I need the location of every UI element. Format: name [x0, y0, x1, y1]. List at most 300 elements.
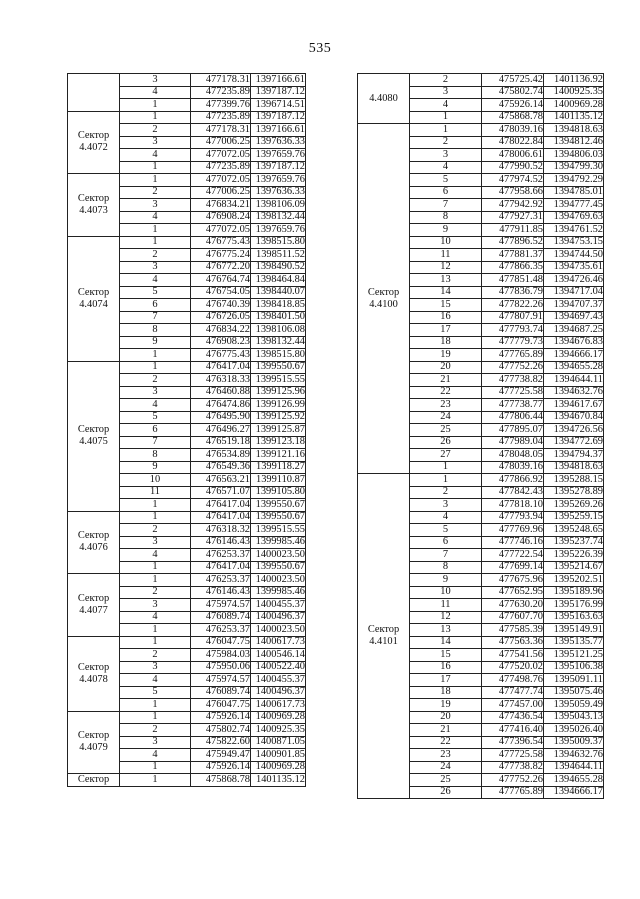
y-coordinate: 1398106.08: [251, 324, 306, 337]
point-number: 5: [120, 686, 191, 699]
y-coordinate: 1394644.11: [544, 374, 604, 387]
x-coordinate: 477974.52: [482, 174, 544, 187]
x-coordinate: 478039.16: [482, 461, 544, 474]
x-coordinate: 476318.32: [191, 524, 251, 537]
sector-label: 4.4076: [79, 542, 108, 554]
point-number: 1: [120, 111, 191, 124]
point-number: 20: [410, 361, 482, 374]
y-coordinate: 1394697.43: [544, 311, 604, 324]
x-coordinate: 477399.76: [191, 99, 251, 112]
point-number: 1: [120, 574, 191, 587]
x-coordinate: 476563.21: [191, 474, 251, 487]
coordinate-row: [68, 111, 306, 124]
y-coordinate: 1395091.11: [544, 674, 604, 687]
point-number: 26: [410, 786, 482, 799]
coordinate-row: [68, 774, 306, 787]
sector-label: Сектор: [77, 286, 110, 298]
x-coordinate: 477765.89: [482, 786, 544, 799]
x-coordinate: 477738.82: [482, 374, 544, 387]
sector-label: 4.4078: [79, 673, 108, 685]
x-coordinate: 477699.14: [482, 561, 544, 574]
y-coordinate: 1397659.76: [251, 224, 306, 237]
y-coordinate: 1400925.35: [544, 86, 604, 99]
point-number: 4: [410, 511, 482, 524]
point-number: 9: [120, 336, 191, 349]
x-coordinate: 476764.74: [191, 274, 251, 287]
y-coordinate: 1400617.73: [251, 636, 306, 649]
point-number: 1: [120, 499, 191, 512]
x-coordinate: 476417.04: [191, 511, 251, 524]
point-number: 1: [120, 699, 191, 712]
y-coordinate: 1395121.25: [544, 649, 604, 662]
point-number: 4: [120, 149, 191, 162]
x-coordinate: 476908.24: [191, 211, 251, 224]
y-coordinate: 1394785.01: [544, 186, 604, 199]
point-number: 2: [120, 374, 191, 387]
x-coordinate: 475974.57: [191, 674, 251, 687]
point-number: 19: [410, 699, 482, 712]
y-coordinate: 1394676.83: [544, 336, 604, 349]
y-coordinate: 1394717.04: [544, 286, 604, 299]
point-number: 4: [410, 99, 482, 112]
left-table-body: [68, 74, 306, 787]
y-coordinate: 1394666.17: [544, 786, 604, 799]
point-number: 11: [410, 249, 482, 262]
x-coordinate: 476417.04: [191, 499, 251, 512]
point-number: 3: [120, 536, 191, 549]
y-coordinate: 1394726.46: [544, 274, 604, 287]
x-coordinate: 477842.43: [482, 486, 544, 499]
y-coordinate: 1400871.05: [251, 736, 306, 749]
y-coordinate: 1396714.51: [251, 99, 306, 112]
x-coordinate: 477806.44: [482, 411, 544, 424]
point-number: 25: [410, 424, 482, 437]
x-coordinate: 476047.75: [191, 636, 251, 649]
point-number: 1: [120, 761, 191, 774]
x-coordinate: 477178.31: [191, 124, 251, 137]
point-number: 25: [410, 774, 482, 787]
y-coordinate: 1399550.67: [251, 561, 306, 574]
y-coordinate: 1398106.09: [251, 199, 306, 212]
point-number: 3: [410, 149, 482, 162]
coordinate-row: [68, 711, 306, 724]
x-coordinate: 477235.89: [191, 161, 251, 174]
x-coordinate: 476740.39: [191, 299, 251, 312]
x-coordinate: 476253.37: [191, 624, 251, 637]
x-coordinate: 477866.35: [482, 261, 544, 274]
point-number: 13: [410, 274, 482, 287]
y-coordinate: 1397187.12: [251, 161, 306, 174]
y-coordinate: 1397659.76: [251, 174, 306, 187]
x-coordinate: 477958.66: [482, 186, 544, 199]
point-number: 1: [120, 236, 191, 249]
sector-label: Сектор: [77, 730, 110, 742]
sector-label: 4.4075: [79, 436, 108, 447]
point-number: 14: [410, 636, 482, 649]
y-coordinate: 1400496.37: [251, 611, 306, 624]
x-coordinate: 476754.05: [191, 286, 251, 299]
point-number: 23: [410, 399, 482, 412]
x-coordinate: 477752.26: [482, 361, 544, 374]
x-coordinate: 477738.82: [482, 761, 544, 774]
x-coordinate: 477942.92: [482, 199, 544, 212]
y-coordinate: 1394818.63: [544, 124, 604, 137]
sector-name-cell: [358, 474, 410, 799]
point-number: 14: [410, 286, 482, 299]
x-coordinate: 477585.39: [482, 624, 544, 637]
x-coordinate: 477675.96: [482, 574, 544, 587]
x-coordinate: 477818.10: [482, 499, 544, 512]
x-coordinate: 477881.37: [482, 249, 544, 262]
y-coordinate: 1399121.16: [251, 449, 306, 462]
x-coordinate: 477630.20: [482, 599, 544, 612]
x-coordinate: 477652.95: [482, 586, 544, 599]
point-number: 13: [410, 624, 482, 637]
sector-name-cell: [68, 511, 120, 574]
y-coordinate: 1394666.17: [544, 349, 604, 362]
x-coordinate: 477178.31: [191, 74, 251, 87]
x-coordinate: 477866.92: [482, 474, 544, 487]
sector-label: Сектор: [77, 192, 110, 204]
point-number: 2: [410, 486, 482, 499]
point-number: 16: [410, 661, 482, 674]
y-coordinate: 1399125.96: [251, 386, 306, 399]
y-coordinate: 1400496.37: [251, 686, 306, 699]
y-coordinate: 1400522.40: [251, 661, 306, 674]
point-number: 15: [410, 649, 482, 662]
point-number: 1: [120, 511, 191, 524]
sector-label: 4.4101: [369, 636, 398, 647]
x-coordinate: 477779.73: [482, 336, 544, 349]
y-coordinate: 1400023.50: [251, 549, 306, 562]
y-coordinate: 1400617.73: [251, 699, 306, 712]
x-coordinate: 477477.74: [482, 686, 544, 699]
point-number: 2: [120, 649, 191, 662]
x-coordinate: 476146.43: [191, 586, 251, 599]
point-number: 5: [410, 524, 482, 537]
x-coordinate: 477541.56: [482, 649, 544, 662]
point-number: 1: [120, 174, 191, 187]
y-coordinate: 1394655.28: [544, 361, 604, 374]
point-number: 8: [410, 561, 482, 574]
x-coordinate: 475984.03: [191, 649, 251, 662]
y-coordinate: 1400546.14: [251, 649, 306, 662]
sector-label: 4.4077: [79, 604, 108, 616]
sector-label: 4.4074: [79, 298, 108, 310]
y-coordinate: 1395075.46: [544, 686, 604, 699]
x-coordinate: 478022.84: [482, 136, 544, 149]
coordinate-row: [68, 574, 306, 587]
point-number: 2: [120, 186, 191, 199]
sector-name-cell: [68, 636, 120, 711]
point-number: 2: [120, 586, 191, 599]
y-coordinate: 1397187.12: [251, 86, 306, 99]
x-coordinate: 477457.00: [482, 699, 544, 712]
point-number: 3: [120, 136, 191, 149]
x-coordinate: 476775.43: [191, 236, 251, 249]
y-coordinate: 1395009.37: [544, 736, 604, 749]
point-number: 20: [410, 711, 482, 724]
point-number: 4: [120, 399, 191, 412]
y-coordinate: 1395226.39: [544, 549, 604, 562]
x-coordinate: 476417.04: [191, 361, 251, 374]
point-number: 18: [410, 686, 482, 699]
point-number: 2: [120, 124, 191, 137]
right-table-body: [358, 74, 604, 799]
y-coordinate: 1395214.67: [544, 561, 604, 574]
y-coordinate: 1401135.12: [251, 774, 306, 787]
point-number: 4: [410, 161, 482, 174]
y-coordinate: 1399515.55: [251, 374, 306, 387]
y-coordinate: 1394818.63: [544, 461, 604, 474]
point-number: 9: [410, 574, 482, 587]
y-coordinate: 1397166.61: [251, 124, 306, 137]
y-coordinate: 1399985.46: [251, 536, 306, 549]
y-coordinate: 1395288.15: [544, 474, 604, 487]
x-coordinate: 475725.42: [482, 74, 544, 87]
y-coordinate: 1397636.33: [251, 186, 306, 199]
point-number: 1: [120, 361, 191, 374]
point-number: 1: [120, 711, 191, 724]
point-number: 6: [410, 186, 482, 199]
x-coordinate: 476047.75: [191, 699, 251, 712]
point-number: 22: [410, 386, 482, 399]
y-coordinate: 1400969.28: [251, 711, 306, 724]
x-coordinate: 475802.74: [482, 86, 544, 99]
sector-name-cell: [68, 711, 120, 774]
point-number: 4: [120, 549, 191, 562]
x-coordinate: 475974.57: [191, 599, 251, 612]
point-number: 3: [120, 736, 191, 749]
sector-label: 4.4072: [79, 142, 108, 154]
sector-label: Сектор: [77, 661, 110, 673]
x-coordinate: 478006.61: [482, 149, 544, 162]
sector-name-cell: [68, 111, 120, 174]
y-coordinate: 1395163.63: [544, 611, 604, 624]
point-number: 18: [410, 336, 482, 349]
x-coordinate: 476726.05: [191, 311, 251, 324]
x-coordinate: 476571.07: [191, 486, 251, 499]
y-coordinate: 1400969.28: [251, 761, 306, 774]
point-number: 4: [120, 211, 191, 224]
coordinate-row: [68, 74, 306, 87]
y-coordinate: 1400023.50: [251, 624, 306, 637]
y-coordinate: 1399985.46: [251, 586, 306, 599]
y-coordinate: 1394777.45: [544, 199, 604, 212]
point-number: 5: [120, 411, 191, 424]
point-number: 1: [120, 99, 191, 112]
point-number: 4: [120, 86, 191, 99]
point-number: 4: [120, 749, 191, 762]
x-coordinate: 475926.14: [482, 99, 544, 112]
x-coordinate: 477989.04: [482, 436, 544, 449]
x-coordinate: 477896.52: [482, 236, 544, 249]
x-coordinate: 476417.04: [191, 561, 251, 574]
x-coordinate: 476253.37: [191, 549, 251, 562]
point-number: 1: [120, 161, 191, 174]
point-number: 9: [410, 224, 482, 237]
x-coordinate: 477722.54: [482, 549, 544, 562]
coordinate-row: [68, 636, 306, 649]
point-number: 1: [410, 474, 482, 487]
point-number: 17: [410, 324, 482, 337]
y-coordinate: 1394806.03: [544, 149, 604, 162]
point-number: 21: [410, 374, 482, 387]
y-coordinate: 1400023.50: [251, 574, 306, 587]
sector-name-cell: [68, 361, 120, 511]
y-coordinate: 1395237.74: [544, 536, 604, 549]
x-coordinate: 476496.27: [191, 424, 251, 437]
sector-label: Сектор: [367, 286, 400, 298]
x-coordinate: 476495.90: [191, 411, 251, 424]
x-coordinate: 476834.21: [191, 199, 251, 212]
x-coordinate: 476460.88: [191, 386, 251, 399]
point-number: 1: [120, 636, 191, 649]
point-number: 5: [120, 286, 191, 299]
point-number: 3: [120, 199, 191, 212]
y-coordinate: 1398132.44: [251, 211, 306, 224]
x-coordinate: 475802.74: [191, 724, 251, 737]
point-number: 7: [120, 436, 191, 449]
x-coordinate: 477765.89: [482, 349, 544, 362]
y-coordinate: 1401136.92: [544, 74, 604, 87]
sector-name-cell: [68, 774, 120, 787]
point-number: 10: [120, 474, 191, 487]
point-number: 1: [410, 124, 482, 137]
x-coordinate: 475822.60: [191, 736, 251, 749]
y-coordinate: 1395259.15: [544, 511, 604, 524]
y-coordinate: 1398490.52: [251, 261, 306, 274]
x-coordinate: 475949.47: [191, 749, 251, 762]
point-number: 11: [410, 599, 482, 612]
sector-label: Сектор: [77, 530, 110, 542]
x-coordinate: 476908.23: [191, 336, 251, 349]
y-coordinate: 1399105.80: [251, 486, 306, 499]
x-coordinate: 476775.24: [191, 249, 251, 262]
coordinate-row: [68, 361, 306, 374]
sector-label: 4.4073: [79, 204, 108, 216]
x-coordinate: 477072.05: [191, 174, 251, 187]
sector-label: 4.4079: [79, 742, 108, 754]
point-number: 1: [410, 111, 482, 124]
sector-label: Сектор: [77, 774, 110, 785]
x-coordinate: 475926.14: [191, 761, 251, 774]
x-coordinate: 477498.76: [482, 674, 544, 687]
x-coordinate: 477416.40: [482, 724, 544, 737]
x-coordinate: 477563.36: [482, 636, 544, 649]
x-coordinate: 477235.89: [191, 86, 251, 99]
sector-label: Сектор: [77, 130, 110, 142]
point-number: 1: [120, 624, 191, 637]
x-coordinate: 476318.33: [191, 374, 251, 387]
x-coordinate: 477822.26: [482, 299, 544, 312]
x-coordinate: 477990.52: [482, 161, 544, 174]
y-coordinate: 1394753.15: [544, 236, 604, 249]
y-coordinate: 1394632.76: [544, 749, 604, 762]
page-number: 535: [308, 41, 332, 56]
point-number: 3: [120, 261, 191, 274]
y-coordinate: 1398515.80: [251, 236, 306, 249]
point-number: 5: [410, 174, 482, 187]
point-number: 6: [120, 424, 191, 437]
x-coordinate: 476519.18: [191, 436, 251, 449]
y-coordinate: 1400969.28: [544, 99, 604, 112]
y-coordinate: 1394726.56: [544, 424, 604, 437]
point-number: 17: [410, 674, 482, 687]
x-coordinate: 477235.89: [191, 111, 251, 124]
x-coordinate: 477752.26: [482, 774, 544, 787]
point-number: 26: [410, 436, 482, 449]
x-coordinate: 477895.07: [482, 424, 544, 437]
y-coordinate: 1394799.30: [544, 161, 604, 174]
point-number: 2: [120, 524, 191, 537]
sector-name-cell: [68, 174, 120, 237]
point-number: 21: [410, 724, 482, 737]
point-number: 3: [410, 86, 482, 99]
point-number: 4: [120, 274, 191, 287]
y-coordinate: 1398511.52: [251, 249, 306, 262]
point-number: 3: [120, 599, 191, 612]
sector-name-cell: [358, 124, 410, 474]
x-coordinate: 475868.78: [482, 111, 544, 124]
x-coordinate: 477836.79: [482, 286, 544, 299]
x-coordinate: 477769.96: [482, 524, 544, 537]
y-coordinate: 1394772.69: [544, 436, 604, 449]
x-coordinate: 477396.54: [482, 736, 544, 749]
y-coordinate: 1395059.49: [544, 699, 604, 712]
x-coordinate: 477006.25: [191, 186, 251, 199]
x-coordinate: 477738.77: [482, 399, 544, 412]
y-coordinate: 1399126.99: [251, 399, 306, 412]
point-number: 1: [120, 561, 191, 574]
y-coordinate: 1395248.65: [544, 524, 604, 537]
point-number: 12: [410, 261, 482, 274]
coordinate-row: [68, 174, 306, 187]
sector-label: Сектор: [77, 592, 110, 604]
y-coordinate: 1400455.37: [251, 674, 306, 687]
point-number: 1: [120, 349, 191, 362]
x-coordinate: 477807.91: [482, 311, 544, 324]
point-number: 7: [410, 549, 482, 562]
point-number: 10: [410, 586, 482, 599]
y-coordinate: 1398440.07: [251, 286, 306, 299]
coordinates-table-left: [67, 73, 306, 787]
point-number: 12: [410, 611, 482, 624]
y-coordinate: 1395149.91: [544, 624, 604, 637]
x-coordinate: 476834.22: [191, 324, 251, 337]
x-coordinate: 475950.06: [191, 661, 251, 674]
y-coordinate: 1399550.67: [251, 499, 306, 512]
x-coordinate: 475868.78: [191, 774, 251, 787]
point-number: 2: [120, 249, 191, 262]
y-coordinate: 1394707.37: [544, 299, 604, 312]
y-coordinate: 1399118.27: [251, 461, 306, 474]
x-coordinate: 477072.05: [191, 224, 251, 237]
x-coordinate: 477607.70: [482, 611, 544, 624]
x-coordinate: 477851.48: [482, 274, 544, 287]
sector-label: 4.4100: [369, 298, 398, 310]
y-coordinate: 1399550.67: [251, 511, 306, 524]
point-number: 15: [410, 299, 482, 312]
x-coordinate: 477793.74: [482, 324, 544, 337]
x-coordinate: 476534.89: [191, 449, 251, 462]
point-number: 24: [410, 411, 482, 424]
x-coordinate: 476146.43: [191, 536, 251, 549]
x-coordinate: 475926.14: [191, 711, 251, 724]
sector-name-cell: [68, 574, 120, 637]
point-number: 2: [410, 74, 482, 87]
point-number: 1: [120, 224, 191, 237]
